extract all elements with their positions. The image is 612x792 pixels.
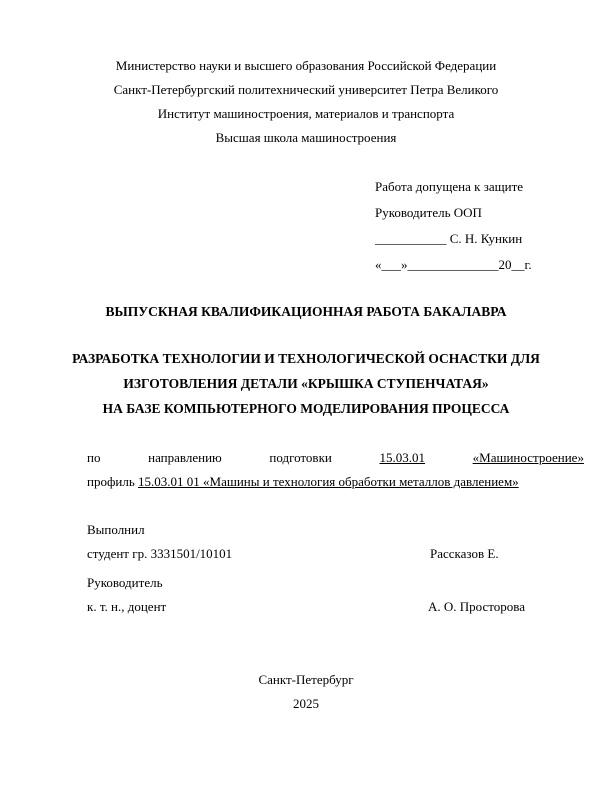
direction-name: «Машиностроение»: [472, 450, 584, 465]
work-type-heading: ВЫПУСКНАЯ КВАЛИФИКАЦИОННАЯ РАБОТА БАКАЛАВРА: [105, 304, 507, 319]
topic-line-3: НА БАЗЕ КОМПЬЮТЕРНОГО МОДЕЛИРОВАНИЯ ПРОЦЕССА: [102, 401, 510, 416]
profile-row: [87, 474, 519, 490]
training-direction-row: [87, 450, 584, 466]
topic-line-2: ИЗГОТОВЛЕНИЯ ДЕТАЛИ «КРЫШКА СТУПЕНЧАТАЯ»: [123, 376, 489, 391]
direction-word-training: подготовки: [269, 450, 332, 465]
approval-date-line: «___»______________20__г.: [375, 257, 532, 272]
program-head-signature: ___________ С. Н. Кункин: [375, 231, 523, 246]
topic-line-1: РАЗРАБОТКА ТЕХНОЛОГИИ И ТЕХНОЛОГИЧЕСКОЙ ОСНАСТКИ ДЛЯ: [72, 351, 540, 366]
profile-label: профиль: [87, 474, 135, 489]
school-name: Высшая школа машиностроения: [215, 130, 397, 145]
profile-value: 15.03.01 01 «Машины и технология обработки металлов давлением»: [138, 474, 519, 489]
supervisor-degree: к. т. н., доцент: [87, 599, 167, 614]
student-group: студент гр. 3331501/10101: [87, 546, 233, 561]
admitted-to-defense: Работа допущена к защите: [375, 179, 524, 194]
institute-name: Институт машиностроения, материалов и транспорта: [157, 106, 455, 121]
direction-word-direction: направлению: [148, 450, 222, 465]
student-name: Рассказов Е.: [430, 546, 499, 561]
supervisor-name: А. О. Просторова: [428, 599, 526, 614]
year: 2025: [293, 696, 319, 711]
university-name: Санкт-Петербургский политехнический университет Петра Великого: [113, 82, 499, 97]
ministry-name: Министерство науки и высшего образования Российской Федерации: [115, 58, 497, 73]
program-head-title: Руководитель ООП: [375, 205, 482, 220]
supervisor-label: Руководитель: [87, 575, 163, 590]
direction-word-po: по: [87, 450, 101, 465]
city: Санкт-Петербург: [258, 672, 354, 687]
direction-code: 15.03.01: [379, 450, 425, 465]
performed-by-label: Выполнил: [87, 522, 145, 537]
